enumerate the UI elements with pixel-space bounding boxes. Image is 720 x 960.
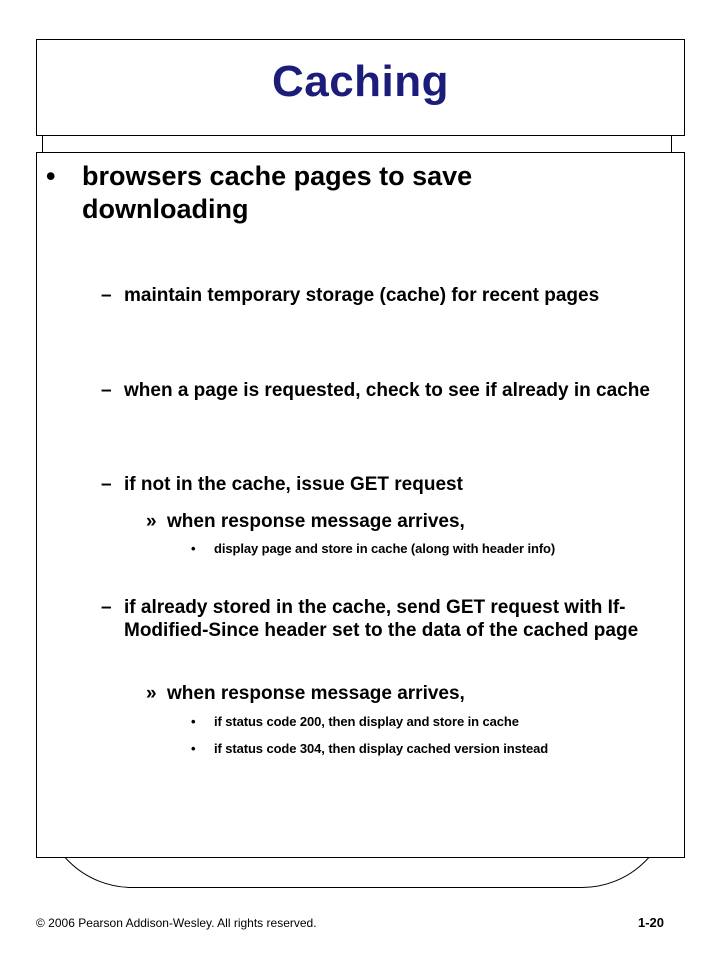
bullet-level1: browsers cache pages to save downloading (82, 161, 473, 224)
dash-marker: – (101, 380, 112, 401)
slide-title: Caching (271, 56, 450, 106)
bullet-sub4-child-item1: if status code 200, then display and store in cache (214, 714, 519, 729)
dash-marker: – (101, 597, 112, 618)
copyright-text: © 2006 Pearson Addison-Wesley. All rights reserved. (36, 916, 317, 930)
bullet-sub1: maintain temporary storage (cache) for recent pages (124, 285, 600, 306)
dash-marker: – (101, 474, 112, 495)
dash-marker: – (101, 285, 112, 306)
raquo-marker: » (146, 683, 157, 704)
small-bullet-marker: • (191, 714, 196, 729)
bullet-sub2: when a page is requested, check to see if already in cache (124, 380, 650, 401)
title-box (36, 39, 685, 136)
bullet-sub4-child-item2: if status code 304, then display cached version instead (214, 741, 549, 756)
bullet-marker: • (46, 161, 56, 191)
bullet-sub3: if not in the cache, issue GET request (124, 474, 463, 495)
bullet-sub4-child: when response message arrives, (167, 683, 465, 704)
bullet-sub3-child: when response message arrives, (167, 511, 465, 532)
raquo-marker: » (146, 511, 157, 532)
small-bullet-marker: • (191, 741, 196, 756)
page-number: 1-20 (638, 915, 665, 930)
bullet-sub4: if already stored in the cache, send GET request with If-Modified-Since header set to the data of the cached page (124, 597, 639, 641)
small-bullet-marker: • (191, 541, 196, 556)
bullet-sub3-child-item: display page and store in cache (along with header info) (214, 541, 556, 556)
